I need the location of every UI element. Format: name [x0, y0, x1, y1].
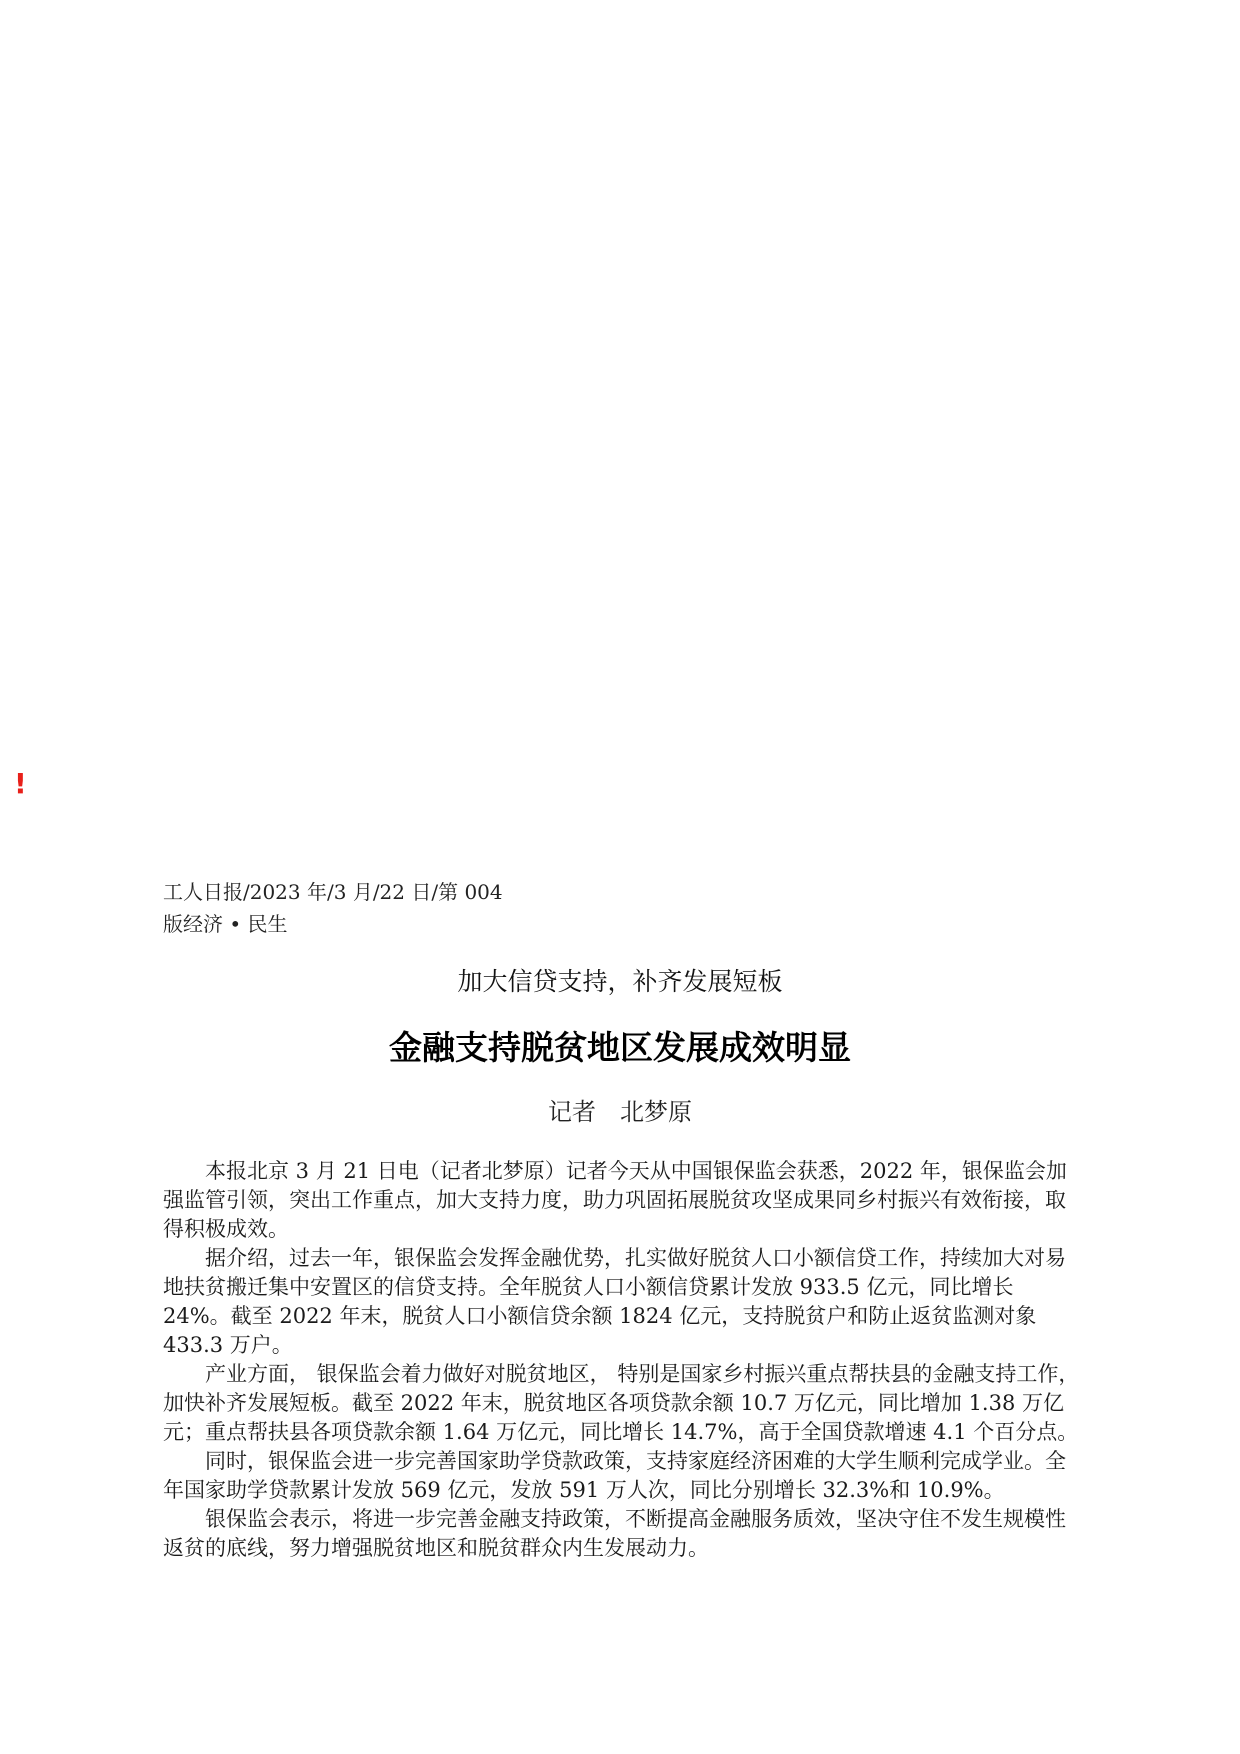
article-headline: 金融支持脱贫地区发展成效明显 [389, 1028, 851, 1067]
byline-role: 记者 [548, 1098, 596, 1126]
byline-name: 北梦原 [620, 1098, 692, 1126]
paragraph: 同时，银保监会进一步完善国家助学贷款政策，支持家庭经济困难的大学生顺利完成学业。全年国家助学贷款累计发放 569 亿元，发放 591 万人次，同比分别增长 32.3%和 10.9%。 [163, 1449, 1066, 1502]
article-subtitle: 加大信贷支持，补齐发展短板 [457, 967, 783, 996]
paragraph: 产业方面， 银保监会着力做好对脱贫地区， 特别是国家乡村振兴重点帮扶县的金融支持工作，加快补齐发展短板。截至 2022 年末，脱贫地区各项贷款余额 10.7 万亿元，同比增加 1.38 万亿元；重点帮扶县各项贷款余额 1.64 万亿元，同比增长 14.7%，高于全国贷款增速 4.1 个百分点。 [163, 1362, 1080, 1444]
byline [163, 1095, 1077, 1129]
source-line [163, 876, 523, 940]
exclamation-mark: ! [14, 767, 27, 800]
source-line-1: 工人日报/2023 年/3 月/22 日/第 004 [163, 880, 503, 904]
paragraph: 据介绍，过去一年，银保监会发挥金融优势，扎实做好脱贫人口小额信贷工作，持续加大对易地扶贫搬迁集中安置区的信贷支持。全年脱贫人口小额信贷累计发放 933.5 亿元，同比增长 24%。截至 2022 年末，脱贫人口小额信贷余额 1824 亿元，支持脱贫户和防止返贫监测对象 433.3 万户。 [163, 1246, 1066, 1357]
source-line-2: 版经济 • 民生 [163, 912, 288, 936]
paragraph: 银保监会表示，将进一步完善金融支持政策，不断提高金融服务质效，坚决守住不发生规模性返贫的底线，努力增强脱贫地区和脱贫群众内生发展动力。 [163, 1507, 1066, 1560]
article-body [163, 1157, 1083, 1563]
paragraph: 本报北京 3 月 21 日电（记者北梦原）记者今天从中国银保监会获悉，2022 年，银保监会加强监管引领，突出工作重点，加大支持力度，助力巩固拓展脱贫攻坚成果同乡村振兴有效衔接，取得积极成效。 [163, 1159, 1067, 1241]
